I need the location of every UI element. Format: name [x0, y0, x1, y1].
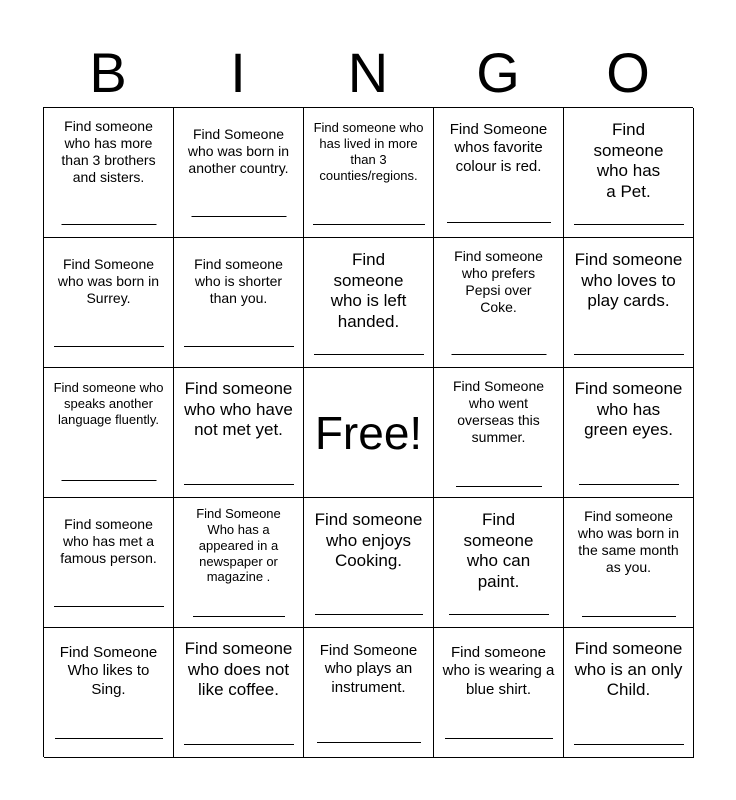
bingo-cell: [174, 498, 304, 628]
signature-line: [315, 614, 423, 615]
cell-text: Find Someone Who likes to Sing.: [59, 644, 158, 698]
signature-line: [451, 354, 546, 355]
cell-text: Find Someone who was born in Surrey.: [57, 256, 160, 307]
bingo-cell: [44, 368, 174, 498]
signature-line: [447, 222, 551, 223]
signature-line: [54, 346, 164, 347]
bingo-cell: [564, 368, 694, 498]
bingo-cell: [434, 108, 564, 238]
signature-line: [317, 742, 421, 743]
bingo-cell: [564, 238, 694, 368]
bingo-grid: [43, 107, 693, 757]
signature-line: [184, 744, 294, 745]
cell-text: Find someone who is wearing a blue shirt.: [442, 644, 555, 698]
signature-line: [55, 738, 163, 739]
header-letter-n: N: [347, 41, 389, 104]
bingo-cell: [434, 498, 564, 628]
cell-text: Find someone who has more than 3 brothers and sisters.: [61, 118, 156, 186]
header-letter-o: O: [606, 41, 650, 104]
bingo-cell: [44, 238, 174, 368]
signature-line: [574, 354, 684, 355]
header-letter-g: G: [476, 41, 520, 104]
signature-line: [54, 606, 164, 607]
bingo-cell: [564, 108, 694, 238]
bingo-cell: [304, 628, 434, 758]
signature-line: [313, 224, 425, 225]
cell-text: Find someone who has met a famous person.: [60, 516, 157, 567]
bingo-cell: [564, 498, 694, 628]
cell-text: Find someone who speaks another language fluently.: [53, 380, 164, 427]
cell-text: Find someone who is an only Child.: [574, 639, 683, 700]
signature-line: [193, 616, 285, 617]
signature-line: [582, 616, 676, 617]
signature-line: [61, 224, 156, 225]
bingo-cell: [434, 368, 564, 498]
signature-line: [574, 224, 684, 225]
bingo-cell: [564, 628, 694, 758]
bingo-cell: [304, 108, 434, 238]
bingo-cell: [174, 108, 304, 238]
bingo-cell: [304, 238, 434, 368]
cell-text: Find Someone whos favorite colour is red.: [449, 121, 548, 175]
signature-line: [449, 614, 549, 615]
cell-text: Find someone who has lived in more than 3 counties/regions.: [313, 120, 424, 183]
header-letter-i: I: [230, 41, 246, 104]
cell-text: Find someone who can paint.: [463, 510, 534, 592]
cell-text: Find Someone who plays an instrument.: [319, 642, 418, 696]
bingo-cell: [174, 368, 304, 498]
free-space-text: Free!: [314, 406, 423, 459]
cell-text: Find someone who enjoys Cooking.: [314, 510, 423, 571]
bingo-cell: [44, 108, 174, 238]
bingo-cell: [434, 238, 564, 368]
cell-text: Find someone who prefers Pepsi over Coke.: [454, 248, 543, 316]
free-space-cell: [304, 368, 434, 498]
bingo-header: [43, 38, 693, 108]
cell-text: Find someone who loves to play cards.: [574, 250, 683, 311]
bingo-cell: [174, 238, 304, 368]
signature-line: [184, 346, 294, 347]
bingo-cell: [304, 498, 434, 628]
signature-line: [184, 484, 294, 485]
cell-text: Find someone who has a Pet.: [593, 120, 664, 202]
signature-line: [574, 744, 684, 745]
cell-text: Find Someone Who has a appeared in a newspaper or magazine .: [196, 506, 281, 585]
bingo-cell: [44, 498, 174, 628]
signature-line: [191, 216, 286, 217]
cell-text: Find someone who is left handed.: [330, 250, 407, 332]
cell-text: Find Someone who was born in another country.: [187, 126, 290, 177]
signature-line: [61, 480, 156, 481]
cell-text: Find someone who was born in the same month as you.: [577, 508, 680, 576]
header-letter-b: B: [89, 41, 127, 104]
cell-text: Find someone who who have not met yet.: [184, 379, 293, 440]
cell-text: Find someone who is shorter than you.: [194, 256, 283, 307]
bingo-cell: [44, 628, 174, 758]
cell-text: Find someone who does not like coffee.: [184, 639, 293, 700]
signature-line: [445, 738, 553, 739]
cell-text: Find Someone who went overseas this summer.: [452, 378, 545, 446]
bingo-cell: [174, 628, 304, 758]
signature-line: [579, 484, 679, 485]
bingo-cell: [434, 628, 564, 758]
cell-text: Find someone who has green eyes.: [574, 379, 683, 440]
signature-line: [314, 354, 424, 355]
signature-line: [456, 486, 542, 487]
